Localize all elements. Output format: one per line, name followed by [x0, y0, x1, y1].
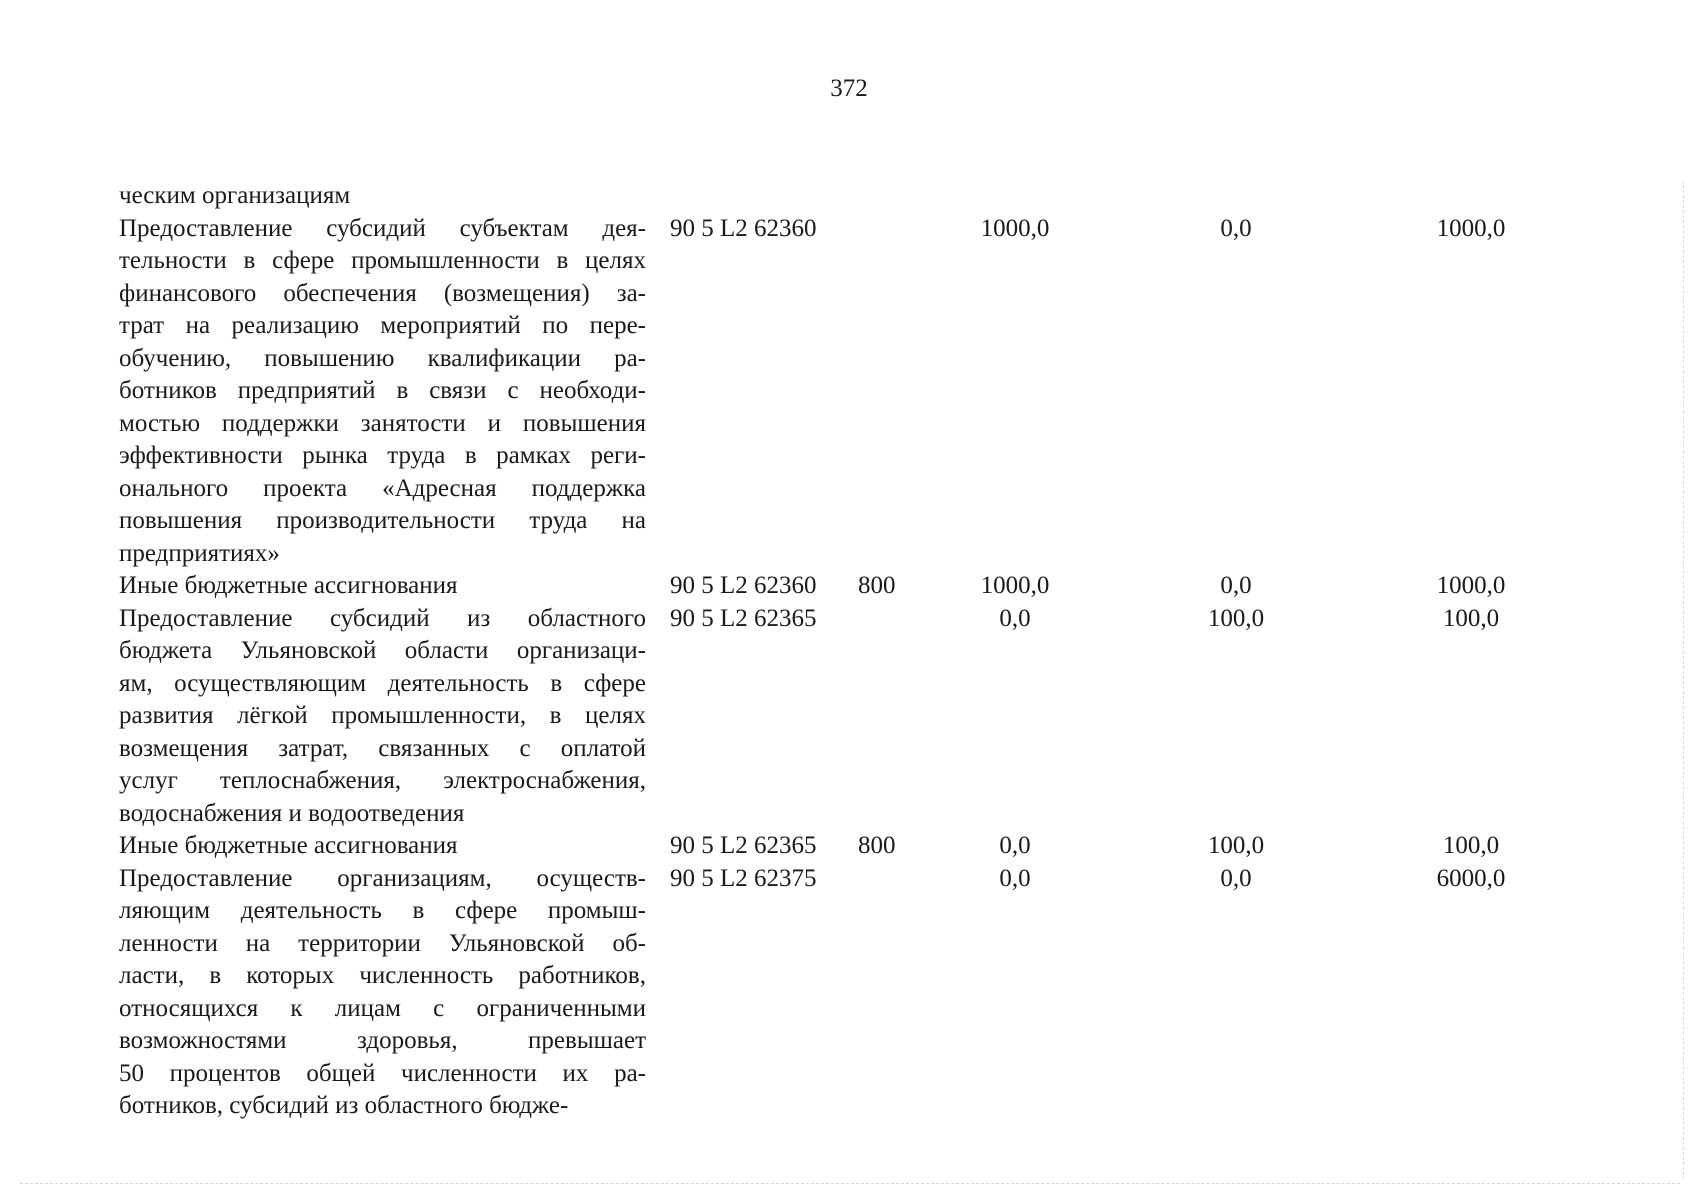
row-description [119, 830, 646, 863]
description-line: ям, осуществляющим деятельность в сфере [119, 669, 646, 697]
description-line: тельности в сфере промышленности в целях [119, 247, 646, 274]
description-line: ленности на территории Ульяновской об- [119, 929, 646, 957]
description-line: трат на реализацию мероприятий по пере- [119, 312, 646, 339]
description-line: Предоставление субсидий из областного [119, 604, 646, 632]
amount-col-2: 0,0 [1220, 572, 1252, 599]
description-line: 50 процентов общей численности их ра- [119, 1059, 646, 1087]
description-line: мостью поддержки занятости и повышения [119, 409, 646, 437]
target-article-code: 90 5 L2 62365 [670, 604, 817, 632]
row-description [119, 863, 646, 1123]
amount-col-2: 100,0 [1207, 604, 1265, 632]
amount-col-3: 1000,0 [1436, 214, 1506, 242]
description-line: услуг теплоснабжения, электроснабжения, [119, 767, 646, 794]
description-line: возмещения затрат, связанных с оплатой [119, 734, 646, 762]
amount-col-3: 1000,0 [1436, 572, 1506, 599]
description-line: водоснабжения и водоотведения [119, 799, 465, 827]
amount-col-3: 6000,0 [1436, 864, 1506, 892]
description-line: предприятиях» [119, 539, 280, 567]
target-article-code: 90 5 L2 62360 [670, 572, 817, 599]
description-line: эффективности рынка труда в рамках реги- [119, 442, 646, 469]
amount-col-1: 0,0 [999, 864, 1031, 892]
description-line: Предоставление организациям, осуществ- [119, 864, 646, 892]
amount-col-1: 1000,0 [980, 214, 1050, 242]
description-line: повышения производительности труда на [119, 507, 646, 534]
description-line: бюджета Ульяновской области организаци- [119, 637, 646, 664]
amount-col-3: 100,0 [1442, 604, 1500, 632]
amount-col-1: 0,0 [999, 604, 1031, 632]
description-line: ботников, субсидий из областного бюдже- [119, 1092, 569, 1119]
scan-artifact-line [20, 1183, 1680, 1184]
expense-type-code: 800 [858, 572, 896, 599]
target-article-code: 90 5 L2 62365 [670, 832, 817, 859]
description-line: ботников предприятий в связи с необходи- [119, 377, 646, 404]
description-line: обучению, повышению квалификации ра- [119, 344, 646, 372]
description-line: финансового обеспечения (возмещения) за- [119, 279, 646, 307]
scan-artifact-edge [1683, 180, 1684, 1180]
description-line: относящихся к лицам с ограниченными [119, 994, 646, 1022]
description-line: развития лёгкой промышленности, в целях [119, 702, 646, 729]
description-line: онального проекта «Адресная поддержка [119, 474, 646, 502]
row-description [119, 180, 646, 213]
expense-type-code: 800 [858, 832, 896, 859]
description-line: Иные бюджетные ассигнования [119, 832, 458, 859]
description-line: возможностями здоровья, превышает [119, 1027, 646, 1054]
target-article-code: 90 5 L2 62375 [670, 864, 817, 892]
description-line: Предоставление субсидий субъектам дея- [119, 214, 646, 242]
description-line: ласти, в которых численность работников, [119, 962, 646, 989]
amount-col-3: 100,0 [1442, 832, 1500, 859]
target-article-code: 90 5 L2 62360 [670, 214, 817, 242]
row-description [119, 213, 646, 571]
row-description [119, 570, 646, 603]
amount-col-2: 0,0 [1220, 214, 1252, 242]
amount-col-1: 1000,0 [980, 572, 1050, 599]
amount-col-1: 0,0 [999, 832, 1031, 859]
row-description [119, 603, 646, 831]
description-line: ляющим деятельность в сфере промыш- [119, 897, 646, 924]
amount-col-2: 100,0 [1207, 832, 1265, 859]
description-line: ческим организациям [119, 182, 351, 209]
description-line: Иные бюджетные ассигнования [119, 572, 458, 599]
amount-col-2: 0,0 [1220, 864, 1252, 892]
page-number: 372 [830, 75, 868, 102]
